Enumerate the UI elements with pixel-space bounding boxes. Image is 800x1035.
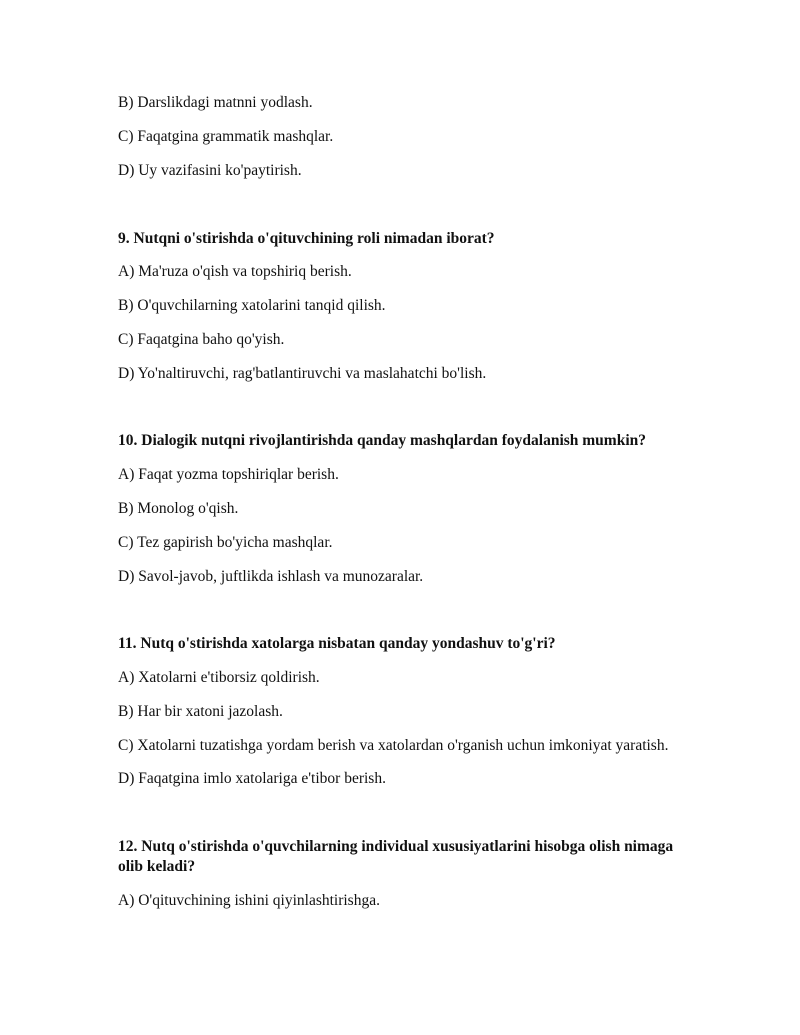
- option-10a: A) Faqat yozma topshiriqlar berish.: [118, 466, 339, 483]
- option-11a: A) Xatolarni e'tiborsiz qoldirish.: [118, 669, 320, 686]
- question-11: 11. Nutq o'stirishda xatolarga nisbatan qanday yondashuv to'g'ri?: [118, 635, 556, 652]
- option-8b: B) Darslikdagi matnni yodlash.: [118, 94, 313, 111]
- option-8d: D) Uy vazifasini ko'paytirish.: [118, 162, 302, 179]
- option-11b: B) Har bir xatoni jazolash.: [118, 703, 283, 720]
- option-9b: B) O'quvchilarning xatolarini tanqid qilish.: [118, 297, 386, 314]
- question-10: 10. Dialogik nutqni rivojlantirishda qanday mashqlardan foydalanish mumkin?: [118, 432, 647, 449]
- option-11c: C) Xatolarni tuzatishga yordam berish va xatolardan o'rganish uchun imkoniyat yaratish.: [118, 737, 669, 754]
- option-11d: D) Faqatgina imlo xatolariga e'tibor berish.: [118, 770, 386, 787]
- question-9: 9. Nutqni o'stirishda o'qituvchining roli nimadan iborat?: [118, 230, 495, 247]
- question-12: 12. Nutq o'stirishda o'quvchilarning individual xususiyatlarini hisobga olish nimaga olib keladi?: [118, 838, 674, 875]
- option-12a: A) O'qituvchining ishini qiyinlashtirishga.: [118, 892, 380, 909]
- option-9d: D) Yo'naltiruvchi, rag'batlantiruvchi va maslahatchi bo'lish.: [118, 365, 487, 382]
- option-8c: C) Faqatgina grammatik mashqlar.: [118, 128, 334, 145]
- option-10d: D) Savol-javob, juftlikda ishlash va munozaralar.: [118, 568, 424, 585]
- option-9c: C) Faqatgina baho qo'yish.: [118, 331, 285, 348]
- option-10b: B) Monolog o'qish.: [118, 500, 239, 517]
- option-10c: C) Tez gapirish bo'yicha mashqlar.: [118, 534, 333, 551]
- option-9a: A) Ma'ruza o'qish va topshiriq berish.: [118, 263, 352, 280]
